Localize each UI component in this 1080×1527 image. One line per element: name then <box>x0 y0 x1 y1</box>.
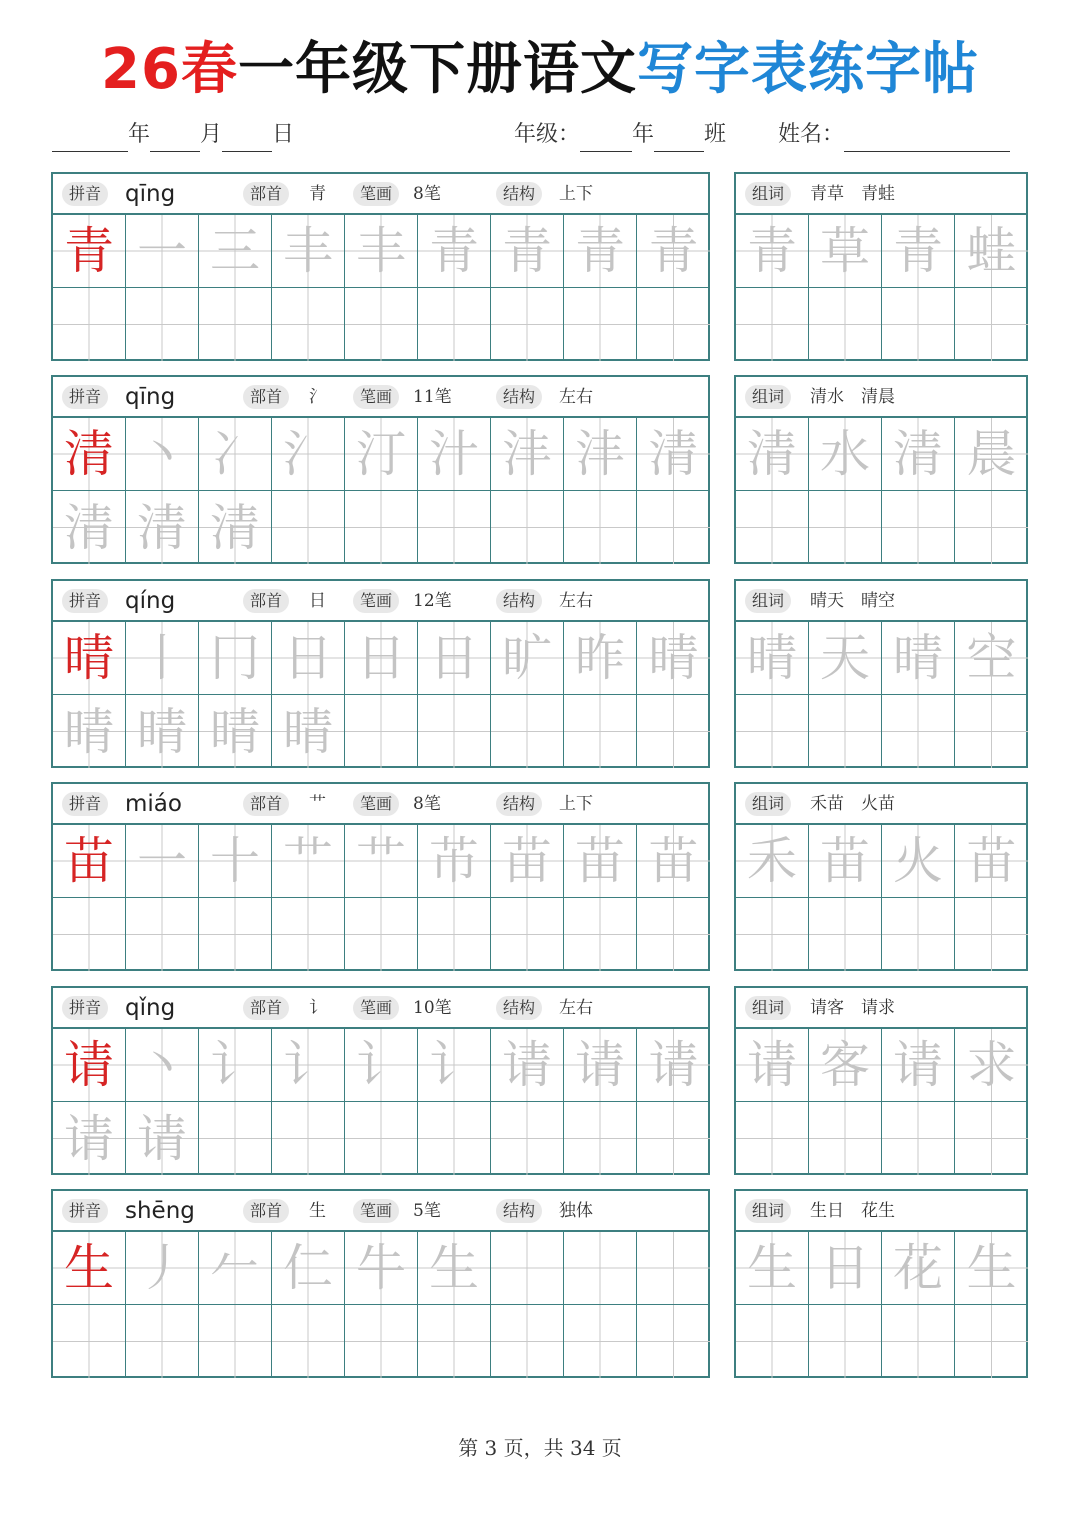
title-part-blue: 写字表练字帖 <box>636 37 979 102</box>
stroke-trace-cell[interactable]: 青 <box>418 215 491 288</box>
stroke-trace-cell[interactable]: 牛 <box>345 1232 418 1305</box>
date-field <box>52 118 294 152</box>
radical-value: 氵 <box>309 387 326 407</box>
empty-practice-cell[interactable] <box>809 491 882 564</box>
strokes-value: 5笔 <box>413 1201 441 1221</box>
word-card <box>734 1189 1028 1378</box>
empty-practice-cell[interactable] <box>882 288 955 361</box>
word-trace-cell[interactable]: 苗 <box>809 825 882 898</box>
stroke-trace-cell[interactable]: 十 <box>199 825 272 898</box>
word-info-row <box>736 1191 1026 1232</box>
empty-practice-cell[interactable] <box>491 288 564 361</box>
stroke-trace-cell[interactable]: 冫 <box>199 418 272 491</box>
stroke-trace-cell[interactable]: 青 <box>637 215 710 288</box>
empty-practice-cell[interactable] <box>418 695 491 768</box>
structure-tag: 结构 <box>496 182 542 206</box>
stroke-trace-cell[interactable]: 晴 <box>637 622 710 695</box>
strokes-value: 8笔 <box>413 184 441 204</box>
stroke-trace-cell[interactable]: 沣 <box>564 418 637 491</box>
word-trace-cell[interactable]: 晨 <box>955 418 1028 491</box>
empty-practice-cell[interactable] <box>637 695 710 768</box>
word-trace-cell[interactable]: 禾 <box>736 825 809 898</box>
words-tag: 组词 <box>745 792 791 816</box>
stroke-trace-cell[interactable]: 清 <box>53 491 126 564</box>
stroke-trace-cell[interactable]: 请 <box>637 1029 710 1102</box>
words-value: 清水 清晨 <box>810 387 895 407</box>
stroke-trace-cell[interactable]: 讠 <box>418 1029 491 1102</box>
empty-practice-cell[interactable] <box>809 898 882 971</box>
empty-practice-cell[interactable] <box>736 898 809 971</box>
empty-practice-cell[interactable] <box>564 288 637 361</box>
stroke-trace-cell[interactable]: 青 <box>491 215 564 288</box>
radical-value: 日 <box>309 591 326 611</box>
empty-practice-cell[interactable] <box>199 1102 272 1175</box>
empty-practice-cell[interactable] <box>418 898 491 971</box>
char-card <box>51 375 710 564</box>
name-field <box>778 118 1010 152</box>
radical-tag: 部首 <box>243 182 289 206</box>
strokes-tag: 笔画 <box>353 792 399 816</box>
empty-practice-cell[interactable] <box>345 695 418 768</box>
empty-practice-cell[interactable] <box>418 491 491 564</box>
stroke-trace-cell[interactable]: 日 <box>418 622 491 695</box>
pinyin-value: shēng <box>125 1198 195 1224</box>
day-blank[interactable] <box>222 127 272 152</box>
stroke-trace-cell[interactable]: 汁 <box>418 418 491 491</box>
stroke-trace-cell[interactable]: 晴 <box>53 695 126 768</box>
structure-value: 左右 <box>559 998 593 1018</box>
model-char[interactable]: 苗 <box>53 825 126 898</box>
pinyin-value: qíng <box>125 588 176 614</box>
model-char[interactable]: 晴 <box>53 622 126 695</box>
strokes-value: 10笔 <box>413 998 452 1018</box>
stroke-trace-cell[interactable]: 丰 <box>272 215 345 288</box>
stroke-trace-cell[interactable]: 丰 <box>345 215 418 288</box>
words-value: 晴天 晴空 <box>810 591 895 611</box>
strokes-value: 12笔 <box>413 591 452 611</box>
word-card <box>734 986 1028 1175</box>
pinyin-value: miáo <box>125 791 182 817</box>
word-trace-cell[interactable]: 清 <box>882 418 955 491</box>
pinyin-tag: 拼音 <box>62 182 108 206</box>
word-trace-cell[interactable]: 生 <box>955 1232 1028 1305</box>
stroke-trace-cell[interactable]: 丶 <box>126 418 199 491</box>
grade-year-label: 年 <box>632 122 655 147</box>
stroke-trace-cell[interactable]: 晴 <box>272 695 345 768</box>
empty-practice-cell[interactable] <box>882 1305 955 1378</box>
pinyin-tag: 拼音 <box>62 589 108 613</box>
stroke-trace-cell[interactable]: 仁 <box>272 1232 345 1305</box>
structure-tag: 结构 <box>496 589 542 613</box>
structure-tag: 结构 <box>496 792 542 816</box>
word-trace-cell[interactable]: 青 <box>882 215 955 288</box>
stroke-trace-cell[interactable]: 苗 <box>637 825 710 898</box>
stroke-trace-cell[interactable]: 沣 <box>491 418 564 491</box>
word-trace-cell[interactable]: 花 <box>882 1232 955 1305</box>
empty-practice-cell[interactable] <box>955 288 1028 361</box>
word-trace-cell[interactable]: 生 <box>736 1232 809 1305</box>
word-trace-cell[interactable]: 青 <box>736 215 809 288</box>
structure-tag: 结构 <box>496 385 542 409</box>
empty-practice-cell[interactable] <box>955 491 1028 564</box>
empty-practice-cell[interactable] <box>491 898 564 971</box>
word-card <box>734 375 1028 564</box>
year-blank[interactable] <box>52 127 128 152</box>
strokes-value: 8笔 <box>413 794 441 814</box>
class-blank[interactable] <box>654 127 704 152</box>
stroke-trace-cell[interactable]: 艹 <box>272 825 345 898</box>
char-card <box>51 172 710 361</box>
empty-practice-cell[interactable] <box>53 898 126 971</box>
stroke-trace-cell[interactable]: 艹 <box>345 825 418 898</box>
word-trace-cell[interactable]: 空 <box>955 622 1028 695</box>
stroke-trace-cell[interactable]: 冂 <box>199 622 272 695</box>
strokes-tag: 笔画 <box>353 1199 399 1223</box>
stroke-trace-cell[interactable]: 请 <box>564 1029 637 1102</box>
empty-practice-cell[interactable] <box>809 288 882 361</box>
char-info-row <box>53 581 708 622</box>
empty-practice-cell[interactable] <box>637 898 710 971</box>
empty-practice-cell[interactable] <box>272 1305 345 1378</box>
structure-tag: 结构 <box>496 996 542 1020</box>
stroke-trace-cell[interactable]: 三 <box>199 215 272 288</box>
empty-practice-cell[interactable] <box>882 1102 955 1175</box>
pinyin-value: qīng <box>125 384 176 410</box>
empty-practice-cell[interactable] <box>272 898 345 971</box>
empty-practice-cell[interactable] <box>564 1232 637 1305</box>
stroke-trace-cell[interactable]: 清 <box>126 491 199 564</box>
stroke-trace-cell[interactable]: 一 <box>126 825 199 898</box>
radical-value: 生 <box>309 1201 326 1221</box>
stroke-trace-cell[interactable]: 𠂉 <box>199 1232 272 1305</box>
empty-practice-cell[interactable] <box>564 695 637 768</box>
title-part-black: 一年级下册语文 <box>237 37 637 102</box>
month-blank[interactable] <box>150 127 200 152</box>
empty-practice-cell[interactable] <box>418 1305 491 1378</box>
empty-practice-cell[interactable] <box>491 1232 564 1305</box>
strokes-tag: 笔画 <box>353 385 399 409</box>
empty-practice-cell[interactable] <box>272 1102 345 1175</box>
empty-practice-cell[interactable] <box>955 1305 1028 1378</box>
words-value: 禾苗 火苗 <box>810 794 895 814</box>
stroke-trace-cell[interactable]: 汀 <box>345 418 418 491</box>
radical-value: 艹 <box>309 794 326 814</box>
grade-year-blank[interactable] <box>580 127 632 152</box>
pinyin-value: qǐng <box>125 995 176 1021</box>
page-number: 第 3 页，共 34 页 <box>458 1436 622 1460</box>
empty-practice-cell[interactable] <box>126 898 199 971</box>
strokes-tag: 笔画 <box>353 589 399 613</box>
empty-practice-cell[interactable] <box>53 288 126 361</box>
word-trace-cell[interactable]: 天 <box>809 622 882 695</box>
stroke-trace-cell[interactable]: 晴 <box>199 695 272 768</box>
word-trace-cell[interactable]: 苗 <box>955 825 1028 898</box>
year-label: 年 <box>128 122 151 147</box>
radical-tag: 部首 <box>243 385 289 409</box>
stroke-trace-cell[interactable]: 讠 <box>345 1029 418 1102</box>
model-char[interactable]: 青 <box>53 215 126 288</box>
structure-value: 左右 <box>559 387 593 407</box>
empty-practice-cell[interactable] <box>736 288 809 361</box>
stroke-trace-cell[interactable]: 苗 <box>564 825 637 898</box>
model-char[interactable]: 请 <box>53 1029 126 1102</box>
empty-practice-cell[interactable] <box>564 1305 637 1378</box>
words-value: 生日 花生 <box>810 1201 895 1221</box>
word-info-row <box>736 377 1026 418</box>
word-trace-cell[interactable]: 蛙 <box>955 215 1028 288</box>
empty-practice-cell[interactable] <box>736 695 809 768</box>
empty-practice-cell[interactable] <box>564 898 637 971</box>
stroke-trace-cell[interactable]: 日 <box>272 622 345 695</box>
word-trace-cell[interactable]: 客 <box>809 1029 882 1102</box>
structure-value: 独体 <box>559 1201 593 1221</box>
word-info-row <box>736 784 1026 825</box>
pinyin-tag: 拼音 <box>62 996 108 1020</box>
char-info-row <box>53 988 708 1029</box>
word-trace-cell[interactable]: 火 <box>882 825 955 898</box>
day-label: 日 <box>272 122 295 147</box>
grade-label: 年级： <box>514 122 581 147</box>
name-blank[interactable] <box>844 127 1010 152</box>
empty-practice-cell[interactable] <box>199 898 272 971</box>
stroke-trace-cell[interactable]: 芇 <box>418 825 491 898</box>
radical-value: 青 <box>309 184 326 204</box>
word-trace-cell[interactable]: 水 <box>809 418 882 491</box>
word-trace-cell[interactable]: 清 <box>736 418 809 491</box>
words-tag: 组词 <box>745 182 791 206</box>
empty-practice-cell[interactable] <box>564 1102 637 1175</box>
pinyin-tag: 拼音 <box>62 385 108 409</box>
empty-practice-cell[interactable] <box>126 288 199 361</box>
word-card <box>734 579 1028 768</box>
empty-practice-cell[interactable] <box>272 288 345 361</box>
stroke-trace-cell[interactable]: 苗 <box>491 825 564 898</box>
char-info-row <box>53 174 708 215</box>
empty-practice-cell[interactable] <box>345 288 418 361</box>
empty-practice-cell[interactable] <box>955 1102 1028 1175</box>
word-info-row <box>736 581 1026 622</box>
empty-practice-cell[interactable] <box>491 1305 564 1378</box>
stroke-trace-cell[interactable]: 请 <box>126 1102 199 1175</box>
char-card <box>51 1189 710 1378</box>
empty-practice-cell[interactable] <box>882 898 955 971</box>
model-char[interactable]: 生 <box>53 1232 126 1305</box>
empty-practice-cell[interactable] <box>345 491 418 564</box>
stroke-trace-cell[interactable]: 青 <box>564 215 637 288</box>
empty-practice-cell[interactable] <box>736 491 809 564</box>
strokes-tag: 笔画 <box>353 182 399 206</box>
empty-practice-cell[interactable] <box>345 1305 418 1378</box>
stroke-trace-cell[interactable]: 讠 <box>272 1029 345 1102</box>
empty-practice-cell[interactable] <box>955 695 1028 768</box>
stroke-trace-cell[interactable]: 请 <box>491 1029 564 1102</box>
word-card <box>734 782 1028 971</box>
empty-practice-cell[interactable] <box>491 1102 564 1175</box>
char-info-row <box>53 377 708 418</box>
char-card <box>51 579 710 768</box>
empty-practice-cell[interactable] <box>637 1305 710 1378</box>
pinyin-value: qīng <box>125 181 176 207</box>
radical-tag: 部首 <box>243 792 289 816</box>
empty-practice-cell[interactable] <box>882 491 955 564</box>
structure-tag: 结构 <box>496 1199 542 1223</box>
stroke-trace-cell[interactable]: 生 <box>418 1232 491 1305</box>
empty-practice-cell[interactable] <box>418 1102 491 1175</box>
empty-practice-cell[interactable] <box>882 695 955 768</box>
model-char[interactable]: 清 <box>53 418 126 491</box>
empty-practice-cell[interactable] <box>809 1102 882 1175</box>
word-trace-cell[interactable]: 草 <box>809 215 882 288</box>
empty-practice-cell[interactable] <box>491 695 564 768</box>
word-trace-cell[interactable]: 晴 <box>736 622 809 695</box>
radical-tag: 部首 <box>243 589 289 613</box>
char-card <box>51 782 710 971</box>
stroke-trace-cell[interactable]: 丶 <box>126 1029 199 1102</box>
stroke-trace-cell[interactable]: 讠 <box>199 1029 272 1102</box>
empty-practice-cell[interactable] <box>637 491 710 564</box>
stroke-trace-cell[interactable]: 昨 <box>564 622 637 695</box>
empty-practice-cell[interactable] <box>809 695 882 768</box>
empty-practice-cell[interactable] <box>199 1305 272 1378</box>
name-label: 姓名： <box>778 122 845 147</box>
empty-practice-cell[interactable] <box>637 288 710 361</box>
words-tag: 组词 <box>745 589 791 613</box>
stroke-trace-cell[interactable]: 一 <box>126 215 199 288</box>
empty-practice-cell[interactable] <box>345 1102 418 1175</box>
radical-tag: 部首 <box>243 996 289 1020</box>
empty-practice-cell[interactable] <box>637 1232 710 1305</box>
class-label: 班 <box>704 122 727 147</box>
radical-value: 讠 <box>309 998 326 1018</box>
empty-practice-cell[interactable] <box>736 1305 809 1378</box>
stroke-trace-cell[interactable]: 清 <box>199 491 272 564</box>
word-trace-cell[interactable]: 日 <box>809 1232 882 1305</box>
char-info-row <box>53 1191 708 1232</box>
word-info-row <box>736 174 1026 215</box>
words-tag: 组词 <box>745 385 791 409</box>
words-value: 请客 请求 <box>810 998 895 1018</box>
stroke-trace-cell[interactable]: 旷 <box>491 622 564 695</box>
month-label: 月 <box>200 122 223 147</box>
char-info-row <box>53 784 708 825</box>
empty-practice-cell[interactable] <box>809 1305 882 1378</box>
empty-practice-cell[interactable] <box>736 1102 809 1175</box>
word-info-row <box>736 988 1026 1029</box>
empty-practice-cell[interactable] <box>418 288 491 361</box>
empty-practice-cell[interactable] <box>955 898 1028 971</box>
word-trace-cell[interactable]: 求 <box>955 1029 1028 1102</box>
words-tag: 组词 <box>745 996 791 1020</box>
stroke-trace-cell[interactable]: 请 <box>53 1102 126 1175</box>
empty-practice-cell[interactable] <box>199 288 272 361</box>
empty-practice-cell[interactable] <box>126 1305 199 1378</box>
radical-tag: 部首 <box>243 1199 289 1223</box>
stroke-trace-cell[interactable]: 日 <box>345 622 418 695</box>
empty-practice-cell[interactable] <box>564 491 637 564</box>
grade-field <box>514 118 726 152</box>
pinyin-tag: 拼音 <box>62 792 108 816</box>
empty-practice-cell[interactable] <box>53 1305 126 1378</box>
strokes-value: 11笔 <box>413 387 452 407</box>
word-trace-cell[interactable]: 晴 <box>882 622 955 695</box>
char-card <box>51 986 710 1175</box>
structure-value: 上下 <box>559 184 593 204</box>
stroke-trace-cell[interactable]: 丿 <box>126 1232 199 1305</box>
words-tag: 组词 <box>745 1199 791 1223</box>
strokes-tag: 笔画 <box>353 996 399 1020</box>
pinyin-tag: 拼音 <box>62 1199 108 1223</box>
word-card <box>734 172 1028 361</box>
word-trace-cell[interactable]: 请 <box>736 1029 809 1102</box>
empty-practice-cell[interactable] <box>491 491 564 564</box>
stroke-trace-cell[interactable]: 氵 <box>272 418 345 491</box>
stroke-trace-cell[interactable]: 丨 <box>126 622 199 695</box>
structure-value: 上下 <box>559 794 593 814</box>
structure-value: 左右 <box>559 591 593 611</box>
empty-practice-cell[interactable] <box>345 898 418 971</box>
word-trace-cell[interactable]: 请 <box>882 1029 955 1102</box>
stroke-trace-cell[interactable]: 清 <box>637 418 710 491</box>
empty-practice-cell[interactable] <box>637 1102 710 1175</box>
words-value: 青草 青蛙 <box>810 184 895 204</box>
title-part-red: 26春 <box>101 37 238 102</box>
empty-practice-cell[interactable] <box>272 491 345 564</box>
page-title <box>0 30 1080 110</box>
stroke-trace-cell[interactable]: 晴 <box>126 695 199 768</box>
